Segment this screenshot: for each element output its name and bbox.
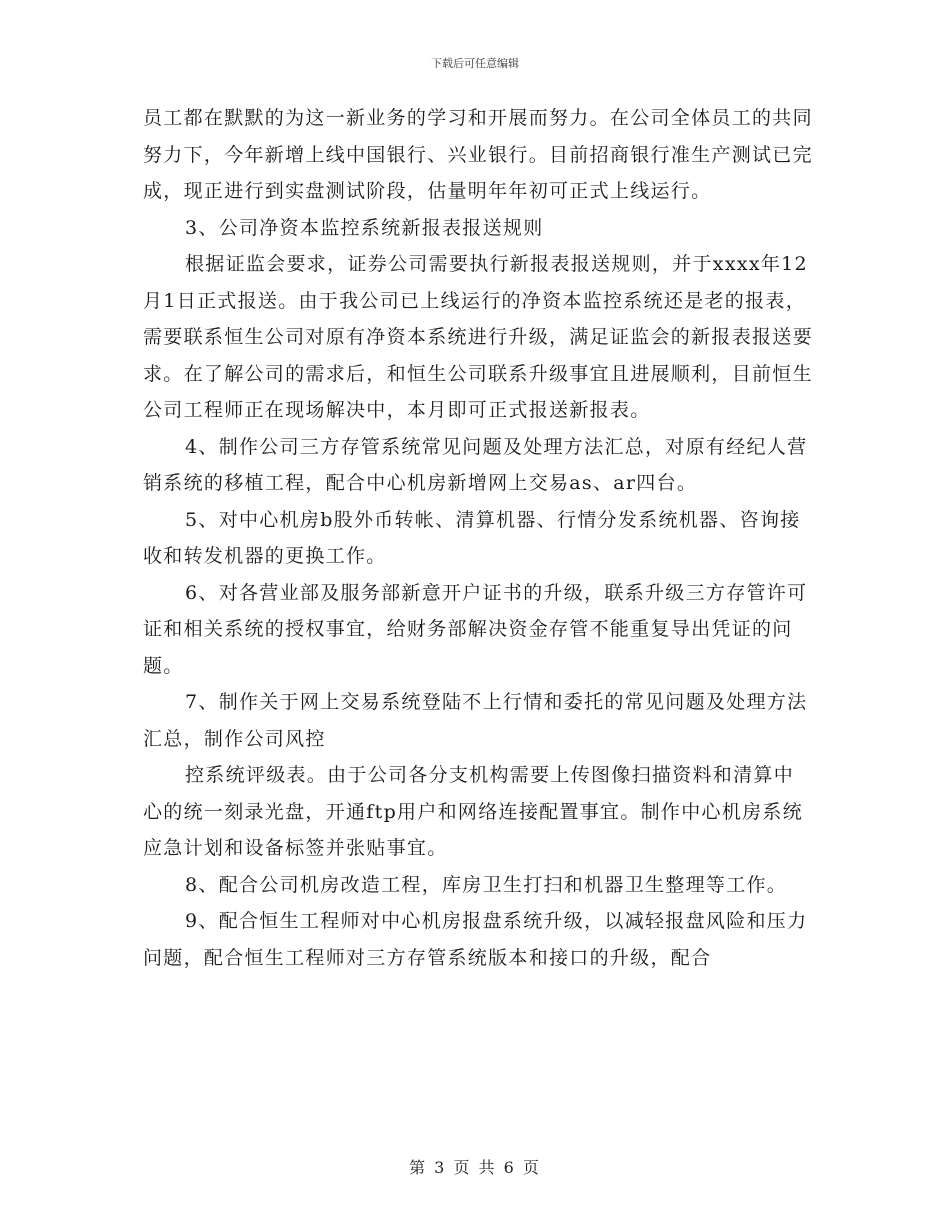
document-body <box>143 100 813 976</box>
paragraph: 员工都在默默的为这一新业务的学习和开展而努力。在公司全体员工的共同努力下，今年新增上线中国银行、兴业银行。目前招商银行准生产测试已完成，现正进行到实盘测试阶段，估量明年年初可正式上线运行。 <box>143 107 813 202</box>
paragraph: 控系统评级表。由于公司各分支机构需要上传图像扫描资料和清算中心的统一刻录光盘，开通ftp用户和网络连接配置事宜。制作中心机房系统应急计划和设备标签并张贴事宜。 <box>143 764 804 859</box>
paragraph: 9、配合恒生工程师对中心机房报盘系统升级，以减轻报盘风险和压力问题，配合恒生工程师对三方存管系统版本和接口的升级，配合 <box>143 910 808 969</box>
paragraph: 3、公司净资本监控系统新报表报送规则 <box>185 216 544 239</box>
page-footer: 第 3 页 共 6 页 <box>409 1158 541 1177</box>
paragraph: 8、配合公司机房改造工程，库房卫生打扫和机器卫生整理等工作。 <box>185 873 788 896</box>
paragraph: 7、制作关于网上交易系统登陆不上行情和委托的常见问题及处理方法汇总，制作公司风控 <box>143 691 808 750</box>
paragraph: 5、对中心机房b股外币转帐、清算机器、行情分发系统机器、咨询接收和转发机器的更换工作。 <box>143 508 801 567</box>
paragraph: 根据证监会要求，证券公司需要执行新报表报送规则，并于xxxx年12月1日正式报送。由于我公司已上线运行的净资本监控系统还是老的报表，需要联系恒生公司对原有净资本系统进行升级，满足证监会的新报表报送要求。在了解公司的需求后，和恒生公司联系升级事宜且进展顺利，目前恒生公司工程师正在现场解决中，本月即可正式报送新报表。 <box>143 253 813 421</box>
paragraph: 6、对各营业部及服务部新意开户证书的升级，联系升级三方存管许可证和相关系统的授权事宜，给财务部解决资金存管不能重复导出凭证的问题。 <box>143 581 808 677</box>
paragraph: 4、制作公司三方存管系统常见问题及处理方法汇总，对原有经纪人营销系统的移植工程，配合中心机房新增网上交易as、ar四台。 <box>143 435 808 494</box>
page-header: 下载后可任意编辑 <box>431 57 519 70</box>
